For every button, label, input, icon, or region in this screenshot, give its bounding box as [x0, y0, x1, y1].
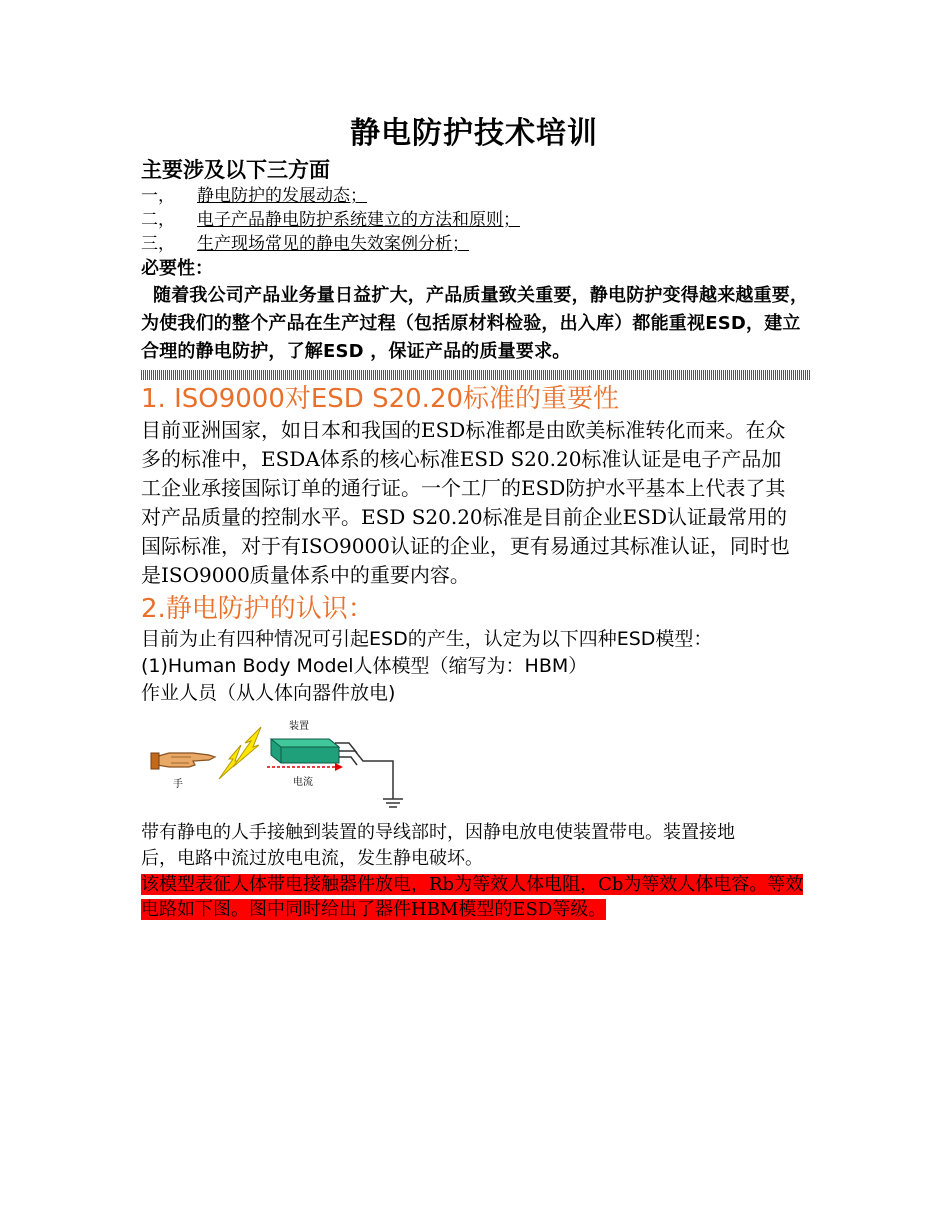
toc-list	[141, 184, 811, 256]
hbm-title: (1)Human Body Model人体模型（缩写为：HBM）	[141, 655, 588, 677]
necessity-label: 必要性：	[141, 258, 213, 279]
toc-number: 二，	[141, 210, 175, 230]
toc-number: 三，	[141, 234, 175, 254]
section1-body: 目前亚洲国家，如日本和我国的ESD标准都是由欧美标准转化而来。在众多的标准中，ESDA体系的核心标准ESD S20.20标准认证是电子产品加工企业承接国际订单的通行证。一个工厂的ESD防护水平基本上代表了其对产品质量的控制水平。ESD S20.20标准是目前企业ESD认证最常用的国际标准，对于有ISO9000认证的企业，更有易通过其标准认证，同时也是ISO9000质量体系中的重要内容。	[141, 418, 790, 587]
toc-item[interactable]	[141, 208, 811, 232]
hand-label: 手	[173, 779, 183, 790]
current-label: 电流	[293, 777, 313, 788]
device-icon	[267, 739, 393, 775]
section1-heading: 1. ISO9000对ESD S20.20标准的重要性	[141, 384, 620, 414]
highlighted-text: 该模型表征人体带电接触器件放电，Rb为等效人体电阻，Cb为等效人体电容。等效电路如下图。图中同时给出了器件HBM模型的ESD等级。	[141, 874, 804, 920]
toc-number: 一，	[141, 186, 175, 206]
document-page	[141, 112, 811, 922]
toc-link[interactable]: 生产现场常见的静电失效案例分析；	[197, 234, 469, 254]
divider	[141, 370, 811, 380]
page-title: 静电防护技术培训	[350, 116, 598, 151]
esd-models-intro: 目前为止有四种情况可引起ESD的产生，认定为以下四种ESD模型：	[141, 628, 713, 650]
hbm-diagram-svg	[149, 717, 419, 812]
toc-item[interactable]	[141, 232, 811, 256]
hbm-description: 带有静电的人手接触到装置的导线部时，因静电放电使装置带电。装置接地后，电路中流过放电电流，发生静电破坏。	[141, 822, 735, 869]
toc-link[interactable]: 静电防护的发展动态；	[197, 186, 367, 206]
device-label: 装置	[289, 721, 309, 732]
section2-heading: 2.静电防护的认识：	[141, 594, 374, 624]
hand-icon	[151, 753, 215, 769]
hbm-highlighted-note	[141, 872, 811, 922]
toc-item[interactable]	[141, 184, 811, 208]
hbm-diagram	[149, 717, 419, 812]
subtitle: 主要涉及以下三方面	[141, 158, 330, 182]
toc-link[interactable]: 电子产品静电防护系统建立的方法和原则；	[197, 210, 520, 230]
ground-icon	[383, 775, 403, 807]
necessity-paragraph: 随着我公司产品业务量日益扩大，产品质量致关重要，静电防护变得越来越重要，为使我们的整个产品在生产过程（包括原材料检验，出入库）都能重视ESD，建立合理的静电防护，了解ESD ，保证产品的质量要求。	[141, 285, 809, 362]
hbm-subtitle: 作业人员（从人体向器件放电)	[141, 682, 396, 704]
lightning-icon	[219, 727, 261, 779]
